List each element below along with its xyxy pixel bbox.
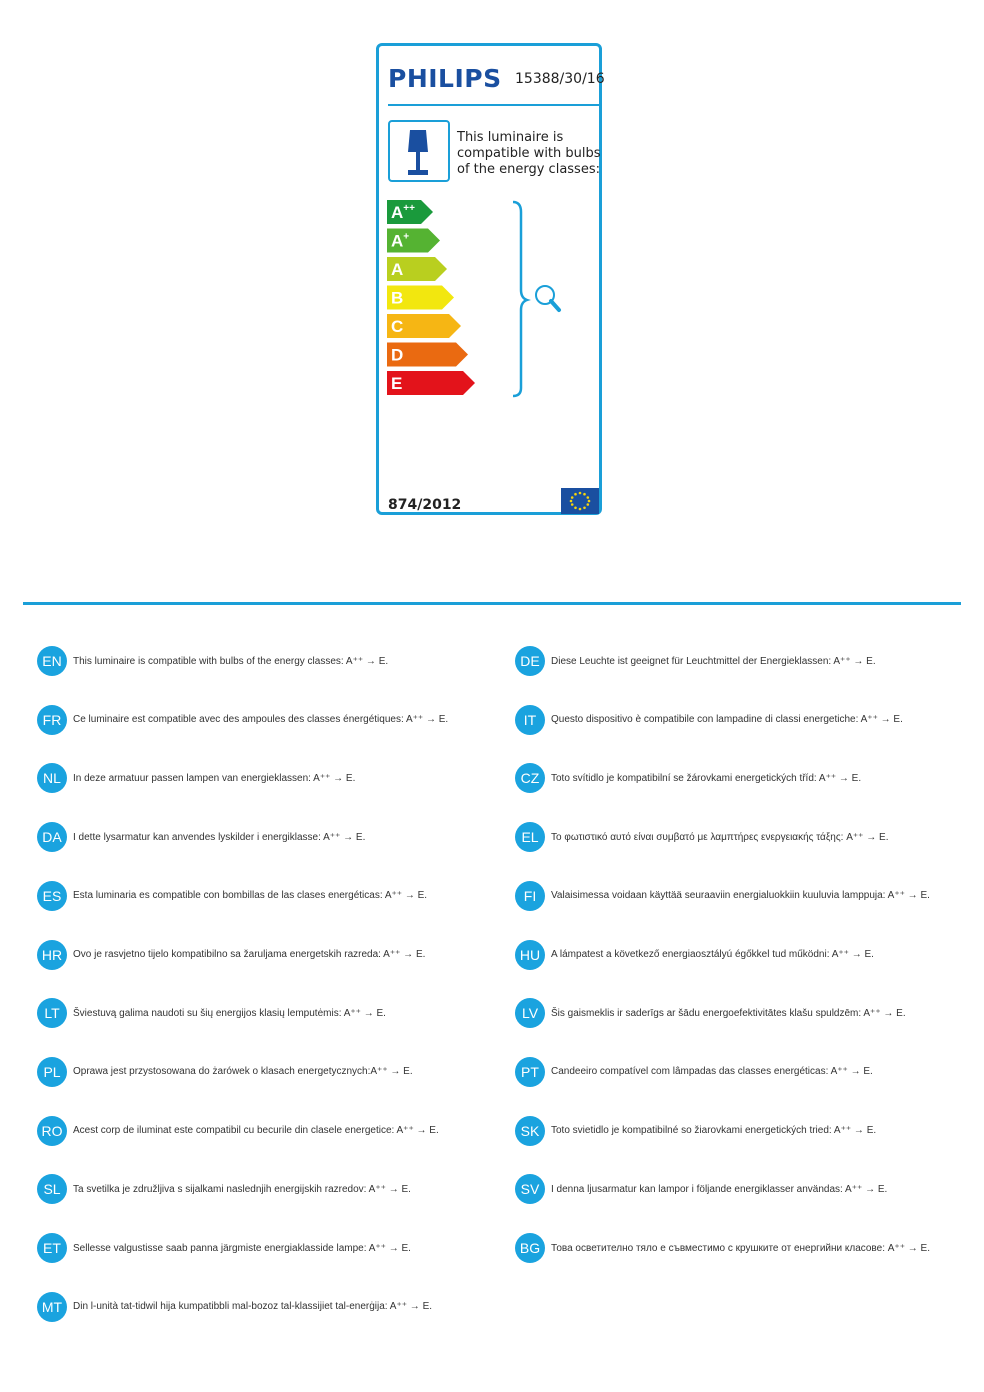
lang-row-pl (37, 1057, 413, 1087)
lamp-icon-box (388, 120, 450, 182)
language-text: A lámpatest a következő energiaosztályú égőkkel tud működni: A⁺⁺ → E. (551, 949, 874, 960)
regulation-number: 874/2012 (388, 497, 462, 513)
language-text: Candeeiro compatível com lâmpadas das classes energéticas: A⁺⁺ → E. (551, 1066, 873, 1078)
language-text: Ovo je rasvjetno tijelo kompatibilno sa žaruljama energetskih razreda: A⁺⁺ → E. (73, 949, 426, 960)
model-number: 15388/30/16 (515, 71, 605, 87)
lang-row-lt (37, 998, 386, 1028)
language-code-badge: NL (37, 763, 67, 793)
energy-label (376, 43, 605, 515)
lang-row-bg (515, 1233, 930, 1263)
table-lamp-icon (390, 122, 448, 180)
language-text: Esta luminaria es compatible con bombillas de las clases energéticas: A⁺⁺ → E. (73, 890, 428, 902)
energy-class-label: E (391, 374, 403, 393)
language-text: Acest corp de iluminat este compatibil cu becurile din clasele energetice: A⁺⁺ → E. (73, 1125, 439, 1137)
language-code-badge: PL (37, 1057, 67, 1087)
energy-class-superscript: + (403, 231, 410, 243)
language-code-badge: HU (515, 940, 545, 970)
energy-class-app (387, 200, 433, 224)
compat-line-1: This luminaire is (457, 130, 564, 145)
energy-class-c (387, 314, 461, 338)
language-text: Toto svítidlo je kompatibilní se žárovkami energetických tříd: A⁺⁺ → E. (551, 772, 862, 784)
language-text: Това осветително тяло е съвместимо с крушките от енергийни класове: A⁺⁺ → E. (551, 1242, 930, 1254)
language-text: Oprawa jest przystosowana do żarówek o klasach energetycznych:A⁺⁺ → E. (73, 1066, 413, 1078)
lang-row-it (515, 705, 903, 735)
lang-row-en (37, 646, 388, 676)
label-divider (388, 104, 600, 106)
lang-row-lv (515, 998, 906, 1028)
lang-row-sl (37, 1174, 411, 1204)
energy-class-superscript: ++ (403, 203, 415, 214)
lang-row-da (37, 822, 365, 852)
language-text: Šis gaismeklis ir saderīgs ar šādu energoefektivitātes klašu spuldzēm: A⁺⁺ → E. (551, 1007, 906, 1019)
language-text: Valaisimessa voidaan käyttää seuraaviin energialuokkiin kuuluvia lamppuja: A⁺⁺ → E. (551, 890, 930, 902)
language-code-badge: BG (515, 1233, 545, 1263)
language-code-badge: SK (515, 1116, 545, 1146)
language-code-badge: FI (515, 881, 545, 911)
lang-row-sv (515, 1174, 887, 1204)
language-text: Šviestuvą galima naudoti su šių energijos klasių lemputėmis: A⁺⁺ → E. (73, 1007, 386, 1019)
lang-row-hr (37, 940, 425, 970)
language-code-badge: SV (515, 1174, 545, 1204)
language-code-badge: SL (37, 1174, 67, 1204)
language-code-badge: CZ (515, 763, 545, 793)
language-code-badge: LT (37, 998, 67, 1028)
lang-row-et (37, 1233, 411, 1263)
lang-row-nl (37, 763, 355, 793)
language-text: I dette lysarmatur kan anvendes lyskilder i energiklasse: A⁺⁺ → E. (73, 831, 366, 843)
language-code-badge: ES (37, 881, 67, 911)
lang-row-fr (37, 705, 448, 735)
lang-row-el (515, 822, 888, 852)
language-text: Questo dispositivo è compatibile con lampadine di classi energetiche: A⁺⁺ → E. (551, 714, 903, 726)
energy-class-label: B (391, 288, 404, 308)
energy-class-label: A++ (391, 203, 415, 222)
lang-row-cz (515, 763, 861, 793)
energy-class-label: D (391, 345, 404, 365)
language-text: This luminaire is compatible with bulbs of the energy classes: A⁺⁺ → E. (73, 655, 389, 667)
bulb-icon (536, 286, 559, 310)
language-code-badge: DE (515, 646, 545, 676)
language-code-badge: PT (515, 1057, 545, 1087)
language-text: Το φωτιστικό αυτό είναι συμβατό με λαμπτήρες ενεργειακής τάξης: A⁺⁺ → E. (551, 831, 889, 843)
lang-row-mt (37, 1292, 432, 1322)
language-text: In deze armatuur passen lampen van energieklassen: A⁺⁺ → E. (73, 772, 356, 784)
energy-class-d (387, 343, 468, 367)
lang-row-es (37, 881, 427, 911)
language-text: I denna ljusarmatur kan lampor i följande energiklasser användas: A⁺⁺ → E. (551, 1183, 888, 1195)
language-code-badge: LV (515, 998, 545, 1028)
energy-class-label: C (391, 317, 404, 336)
language-code-badge: MT (37, 1292, 67, 1322)
brand-logo: PHILIPS (388, 64, 502, 93)
energy-class-label: A (391, 260, 404, 279)
language-code-badge: EL (515, 822, 545, 852)
language-code-badge: IT (515, 705, 545, 735)
lang-row-pt (515, 1057, 873, 1087)
language-code-badge: RO (37, 1116, 67, 1146)
energy-class-b (387, 286, 454, 310)
language-code-badge: ET (37, 1233, 67, 1263)
bracket-bulb-group (507, 200, 567, 400)
compat-line-3: of the energy classes: (457, 162, 600, 177)
energy-class-label: A+ (391, 231, 410, 251)
lang-row-sk (515, 1116, 876, 1146)
lang-row-ro (37, 1116, 439, 1146)
eu-flag-icon (561, 488, 599, 514)
language-text: Ce luminaire est compatible avec des ampoules des classes énergétiques: A⁺⁺ → E. (73, 714, 449, 726)
lang-row-hu (515, 940, 874, 970)
energy-class-a (387, 257, 447, 281)
language-text: Din l-unità tat-tidwil hija kumpatibbli mal-bozoz tal-klassijiet tal-enerġija: A⁺⁺ → E. (73, 1301, 433, 1313)
energy-class-ap (387, 229, 440, 253)
language-code-badge: DA (37, 822, 67, 852)
energy-class-e (387, 371, 475, 395)
language-text: Sellesse valgustisse saab panna järgmiste energiaklasside lampe: A⁺⁺ → E. (73, 1242, 411, 1254)
language-code-badge: EN (37, 646, 67, 676)
section-divider (23, 602, 961, 605)
language-text: Toto svietidlo je kompatibilné so žiarovkami energetických tried: A⁺⁺ → E. (551, 1125, 877, 1137)
language-code-badge: FR (37, 705, 67, 735)
energy-class-scale (387, 200, 483, 405)
lang-row-de (515, 646, 876, 676)
language-text: Ta svetilka je združljiva s sijalkami naslednjih energijskih razredov: A⁺⁺ → E. (73, 1183, 411, 1195)
lang-row-fi (515, 881, 930, 911)
compatibility-text (457, 130, 607, 178)
language-text: Diese Leuchte ist geeignet für Leuchtmittel der Energieklassen: A⁺⁺ → E. (551, 655, 876, 667)
compat-line-2: compatible with bulbs (457, 146, 601, 161)
language-code-badge: HR (37, 940, 67, 970)
